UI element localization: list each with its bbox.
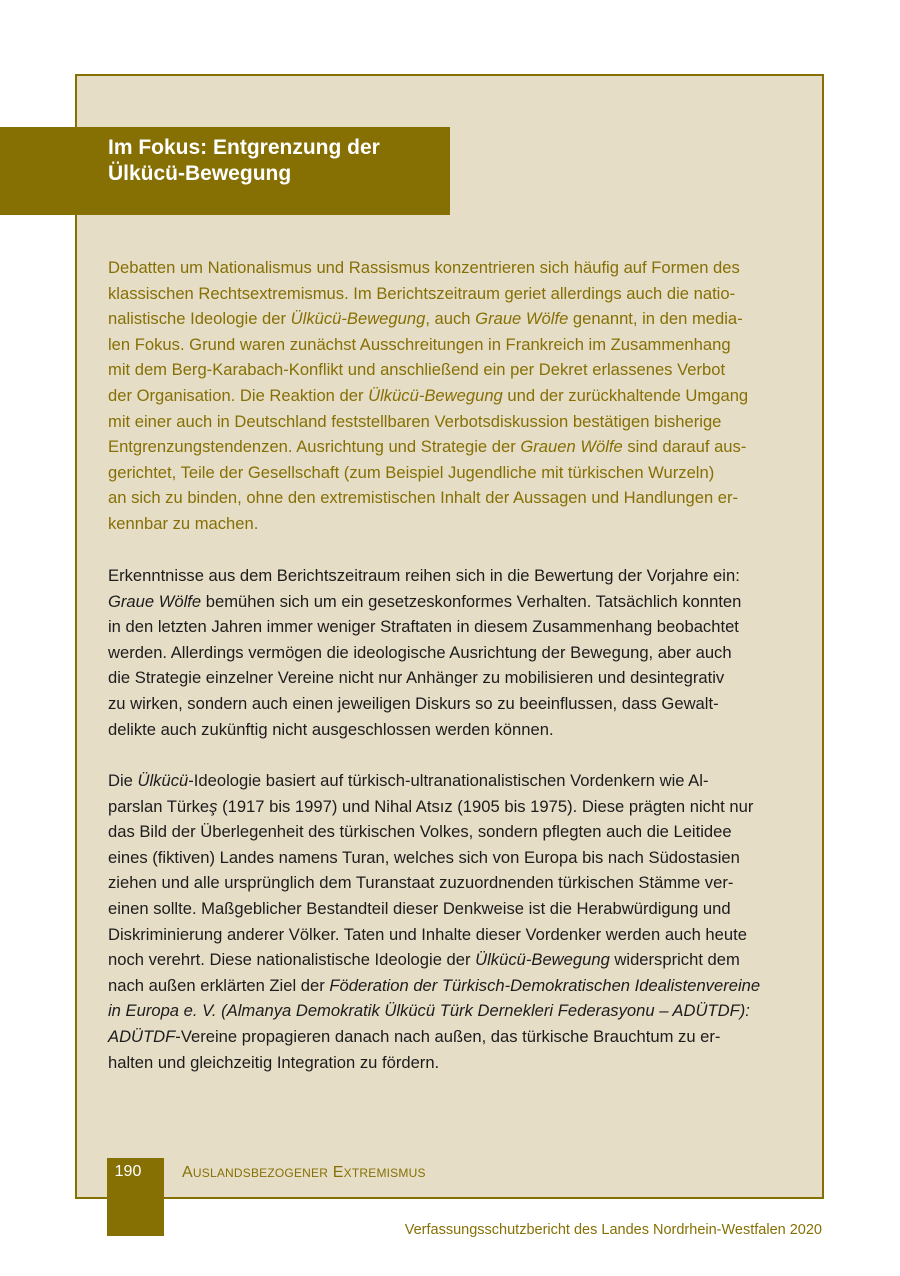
italic-term: Graue Wölfe <box>108 591 202 611</box>
text-segment: len Fokus. Grund waren zunächst Ausschreitungen in Frankreich im Zusammenhang <box>108 334 731 354</box>
text-line <box>108 768 798 794</box>
italic-term: Grauen Wölfe <box>520 437 623 457</box>
text-segment: mit dem Berg-Karabach-Konflikt und anschließend ein per Dekret erlassenes Verbot <box>108 360 726 380</box>
text-line <box>108 819 798 845</box>
report-title: Verfassungsschutzbericht des Landes Nordrhein-Westfalen 2020 <box>404 1222 822 1238</box>
paragraph-assessment <box>108 563 798 742</box>
text-segment: Erkenntnisse aus dem Berichtszeitraum reihen sich in die Bewertung der Vorjahre ein: <box>108 566 740 585</box>
text-segment: Diskriminierung anderer Völker. Taten und Inhalte dieser Vordenker werden auch heute <box>108 924 747 944</box>
text-segment: klassischen Rechtsextremismus. Im Berichtszeitraum geriet allerdings auch die natio- <box>108 283 736 303</box>
section-word: EXTREMISMUS <box>332 1164 426 1181</box>
text-line <box>108 434 798 460</box>
text-line <box>108 998 798 1024</box>
text-segment: parslan Türke <box>108 796 210 816</box>
text-segment: Debatten um Nationalismus und Rassismus konzentrieren sich häufig auf Formen des <box>108 258 740 277</box>
text-line <box>108 973 798 999</box>
text-segment: widerspricht dem <box>609 950 740 970</box>
italic-term: Ülkücü-Bewegung <box>475 950 610 970</box>
text-segment: in den letzten Jahren immer weniger Straftaten in diesem Zusammenhang beobachtet <box>108 617 739 637</box>
text-line <box>108 717 798 743</box>
text-segment: halten und gleichzeitig Integration zu fördern. <box>108 1052 440 1072</box>
text-line <box>108 357 798 383</box>
text-segment: (1917 bis 1997) und Nihal Atsız (1905 bis 1975). Diese prägten nicht nur <box>217 796 754 816</box>
page-number: 190 <box>114 1163 142 1180</box>
text-segment: genannt, in den media- <box>568 309 743 329</box>
text-line <box>108 460 798 486</box>
text-line <box>108 383 798 409</box>
paragraph-intro <box>108 255 798 537</box>
text-line <box>108 896 798 922</box>
italic-term: Ülkücü-Bewegung <box>368 385 503 405</box>
italic-term: ş <box>209 796 218 816</box>
text-segment: -Vereine propagieren danach nach außen, das türkische Brauchtum zu er- <box>175 1026 721 1046</box>
focus-title <box>108 135 438 187</box>
text-line <box>108 563 798 589</box>
text-line <box>108 691 798 717</box>
text-line <box>108 870 798 896</box>
focus-title-line: Im Fokus: Entgrenzung der <box>108 136 380 159</box>
text-segment: nach außen erklärten Ziel der <box>108 975 330 995</box>
text-segment: sind darauf aus- <box>622 437 747 457</box>
text-line <box>108 281 798 307</box>
text-line <box>108 794 798 820</box>
focus-title-line: Ülkücü-Bewegung <box>108 162 292 185</box>
text-line <box>108 1024 798 1050</box>
text-line <box>108 640 798 666</box>
text-line <box>108 589 798 615</box>
text-line <box>108 1050 798 1076</box>
section-label <box>182 1164 426 1182</box>
text-line <box>108 922 798 948</box>
text-segment: zu wirken, sondern auch einen jeweiligen Diskurs so zu beeinflussen, dass Gewalt- <box>108 693 719 713</box>
text-segment: , auch <box>425 309 476 329</box>
text-segment: mit einer auch in Deutschland feststellbaren Verbotsdiskussion bestätigen bisherige <box>108 411 722 431</box>
text-segment: der Organisation. Die Reaktion der <box>108 385 369 405</box>
text-line <box>108 511 798 537</box>
text-segment: nalistische Ideologie der <box>108 309 291 329</box>
italic-term: ADÜTDF <box>108 1026 176 1046</box>
text-line <box>108 409 798 435</box>
text-segment: werden. Allerdings vermögen die ideologische Ausrichtung der Bewegung, aber auch <box>108 642 732 662</box>
text-line <box>108 332 798 358</box>
text-segment: das Bild der Überlegenheit des türkischen Volkes, sondern pflegten auch die Leitidee <box>108 822 732 842</box>
italic-term: Föderation der Türkisch-Demokratischen Idealistenvereine <box>329 975 761 995</box>
italic-term: Ülkücü <box>137 771 189 790</box>
text-segment: die Strategie einzelner Vereine nicht nur Anhänger zu mobilisieren und desintegrativ <box>108 668 725 688</box>
paragraph-ideology <box>108 768 798 1075</box>
text-segment: eines (fiktiven) Landes namens Turan, welches sich von Europa bis nach Südostasien <box>108 847 740 867</box>
text-segment: bemühen sich um ein gesetzeskonformes Verhalten. Tatsächlich konnten <box>201 591 742 611</box>
text-line <box>108 845 798 871</box>
italic-term: in Europa e. V. (Almanya Demokratik Ülkücü Türk Dernekleri Federasyonu – ADÜTDF): <box>108 1001 750 1021</box>
text-segment: kennbar zu machen. <box>108 513 259 533</box>
italic-term: Ülkücü-Bewegung <box>290 309 426 329</box>
text-line <box>108 485 798 511</box>
text-line <box>108 255 798 281</box>
text-segment: und der zurückhaltende Umgang <box>502 385 749 405</box>
text-line <box>108 306 798 332</box>
text-line <box>108 665 798 691</box>
text-segment: delikte auch zukünftig nicht ausgeschlossen werden können. <box>108 719 554 739</box>
text-line <box>108 614 798 640</box>
text-segment: einen sollte. Maßgeblicher Bestandteil dieser Denkweise ist die Herabwürdigung und <box>108 898 731 918</box>
italic-term: Graue Wölfe <box>475 309 569 329</box>
title-band <box>0 127 450 215</box>
text-segment: ziehen und alle ursprünglich dem Turanstaat zuzuordnenden türkischen Stämme ver- <box>108 873 734 893</box>
text-segment: Die <box>108 771 138 790</box>
text-segment: gerichtet, Teile der Gesellschaft (zum Beispiel Jugendliche mit türkischen Wurzeln) <box>108 462 715 482</box>
section-word: AUSLANDSBEZOGENER <box>182 1164 329 1181</box>
text-segment: an sich zu binden, ohne den extremistischen Inhalt der Aussagen und Handlungen er- <box>108 488 739 508</box>
text-line <box>108 947 798 973</box>
text-segment: Entgrenzungstendenzen. Ausrichtung und Strategie der <box>108 437 521 457</box>
text-segment: -Ideologie basiert auf türkisch-ultranationalistischen Vordenkern wie Al- <box>188 771 709 790</box>
text-segment: noch verehrt. Diese nationalistische Ideologie der <box>108 950 476 970</box>
